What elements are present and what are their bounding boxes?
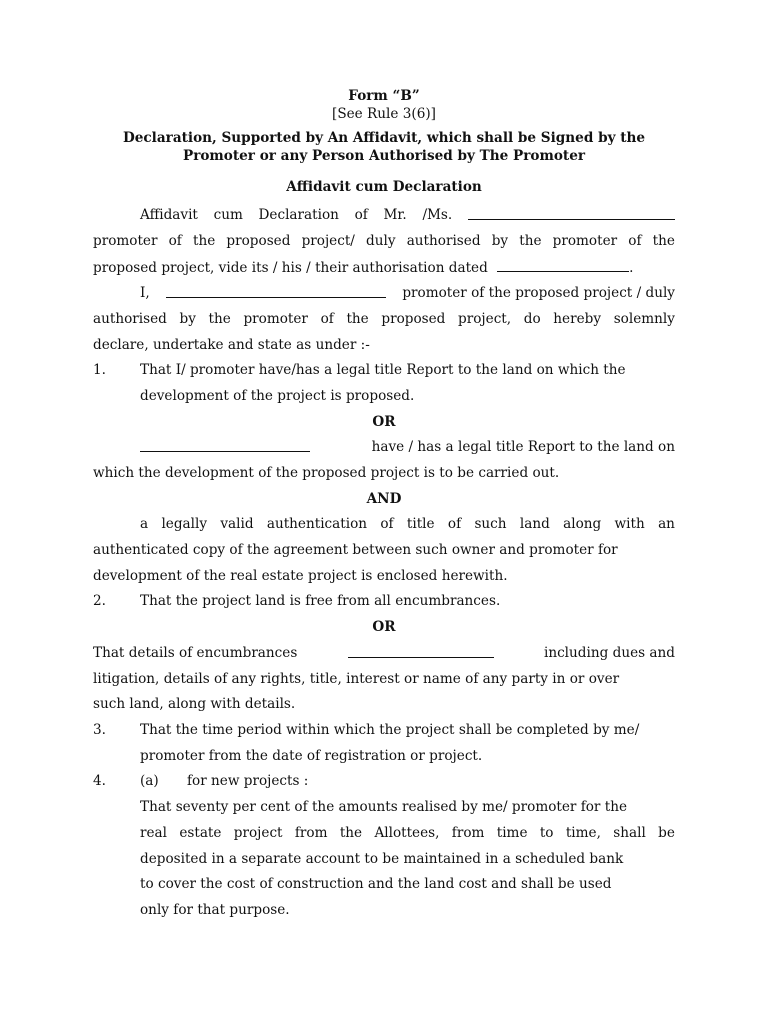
- declare-word: of: [320, 311, 334, 327]
- auth-word: valid: [220, 516, 254, 532]
- encumbrances-start: That details of encumbrances: [93, 645, 298, 661]
- encumbrances-line-3: such land, along with details.: [93, 696, 296, 712]
- encumbrances-end: including dues and: [543, 645, 675, 661]
- encumbrances-line-1: [93, 645, 675, 661]
- form-title: Form “B”: [348, 88, 420, 104]
- declare-word: do: [523, 311, 541, 327]
- authorisation-date-blank: [497, 259, 629, 272]
- sub-item-text: for new projects :: [187, 773, 309, 789]
- intro-word: Affidavit: [140, 207, 198, 223]
- intro-word: /Ms.: [422, 207, 453, 223]
- declare-word: project,: [458, 311, 512, 327]
- intro-word: cum: [213, 207, 243, 223]
- declare-word: authorised: [93, 311, 167, 327]
- auth-line-3: development of the real estate project is enclosed herewith.: [93, 568, 508, 584]
- promoter-name-blank: [468, 207, 675, 220]
- auth-word: an: [658, 516, 675, 532]
- declaration-heading-line-1: Declaration, Supported by An Affidavit, which shall be Signed by the: [122, 130, 646, 146]
- declare-start: I,: [140, 285, 150, 301]
- intro-word: the: [193, 233, 216, 249]
- auth-word: authentication: [266, 516, 368, 532]
- para-word: time,: [565, 825, 601, 841]
- declare-line-3: declare, undertake and state as under :-: [93, 337, 370, 353]
- para-word: project: [233, 825, 283, 841]
- auth-word: a: [140, 516, 149, 532]
- item-3: [93, 722, 675, 742]
- intro-word: of: [168, 233, 182, 249]
- auth-word: land: [519, 516, 550, 532]
- para-word: time: [496, 825, 528, 841]
- encumbrances-blank: [348, 645, 494, 658]
- and-separator: AND: [366, 491, 402, 507]
- para-word: shall: [613, 825, 646, 841]
- declare-line-1: [140, 285, 675, 301]
- para-word: real: [140, 825, 167, 841]
- or-separator: OR: [372, 619, 396, 635]
- item-2: [93, 593, 675, 613]
- intro-line-3: [93, 259, 633, 276]
- encumbrances-line-2: litigation, details of any rights, title, interest or name of any party in or over: [93, 671, 620, 687]
- para-word: to: [539, 825, 554, 841]
- item-4-para-line-5: only for that purpose.: [140, 902, 290, 918]
- intro-word: project/: [301, 233, 355, 249]
- alt-title-line-1: [140, 439, 675, 455]
- intro-word: by: [491, 233, 509, 249]
- intro-word: Declaration: [258, 207, 339, 223]
- intro-word: duly: [366, 233, 396, 249]
- declaration-heading-line-2: Promoter or any Person Authorised by The Promoter: [182, 148, 586, 164]
- item-4-para-line-1: That seventy per cent of the amounts realised by me/ promoter for the: [140, 799, 628, 815]
- auth-word: along: [563, 516, 602, 532]
- declare-word: the: [346, 311, 369, 327]
- declare-word: proposed: [381, 311, 446, 327]
- declare-rest: promoter of the proposed project / duly: [402, 285, 675, 301]
- item-number: 3.: [93, 722, 106, 738]
- item-text: That the project land is free from all encumbrances.: [140, 593, 501, 609]
- sub-item-label: (a): [140, 773, 159, 789]
- alt-title-line-2: which the development of the proposed project is to be carried out.: [93, 465, 560, 481]
- item-4: [93, 773, 675, 793]
- intro-word: of: [628, 233, 642, 249]
- auth-word: with: [614, 516, 645, 532]
- intro-line-2: [93, 233, 675, 249]
- intro-word: of: [354, 207, 368, 223]
- auth-word: such: [474, 516, 507, 532]
- intro-word: the: [652, 233, 675, 249]
- owner-name-blank: [140, 439, 310, 452]
- item-1-line-2: development of the project is proposed.: [140, 388, 415, 404]
- para-word: Allottees,: [374, 825, 440, 841]
- intro-word: proposed: [226, 233, 291, 249]
- intro-line-1: [140, 207, 675, 223]
- authorisation-text: proposed project, vide its / his / their authorisation dated: [93, 260, 488, 276]
- affidavit-subheading: Affidavit cum Declaration: [286, 179, 482, 195]
- item-number: 2.: [93, 593, 106, 609]
- declare-word: solemnly: [613, 311, 675, 327]
- declare-word: the: [208, 311, 231, 327]
- item-text: That the time period within which the project shall be completed by me/: [140, 722, 640, 738]
- item-text: That I/ promoter have/has a legal title Report to the land on which the: [140, 362, 626, 378]
- period: .: [629, 260, 634, 276]
- item-4-para-line-4: to cover the cost of construction and the land cost and shall be used: [140, 876, 612, 892]
- declare-word: promoter: [243, 311, 308, 327]
- declarant-name-blank: [166, 285, 386, 298]
- para-word: from: [294, 825, 328, 841]
- intro-word: promoter: [93, 233, 158, 249]
- auth-word: title: [406, 516, 435, 532]
- auth-line-2: authenticated copy of the agreement between such owner and promoter for: [93, 542, 618, 558]
- intro-word: promoter: [552, 233, 618, 249]
- alt-title-text: have / has a legal title Report to the land on: [371, 439, 675, 455]
- para-word: from: [451, 825, 485, 841]
- intro-word: Mr.: [383, 207, 407, 223]
- para-word: be: [658, 825, 675, 841]
- intro-word: authorised: [406, 233, 481, 249]
- intro-word: the: [519, 233, 542, 249]
- item-1: [93, 362, 675, 382]
- auth-word: of: [380, 516, 394, 532]
- declare-word: by: [179, 311, 196, 327]
- rule-reference: [See Rule 3(6)]: [332, 106, 436, 122]
- or-separator: OR: [372, 414, 396, 430]
- auth-word: of: [447, 516, 462, 532]
- para-word: the: [339, 825, 363, 841]
- declare-line-2: [93, 311, 675, 327]
- auth-line-1: [140, 516, 675, 532]
- para-word: estate: [179, 825, 222, 841]
- item-3-line-2: promoter from the date of registration or project.: [140, 748, 483, 764]
- item-number: 4.: [93, 773, 106, 789]
- item-number: 1.: [93, 362, 106, 378]
- declare-word: hereby: [553, 311, 602, 327]
- item-4-para-line-3: deposited in a separate account to be maintained in a scheduled bank: [140, 851, 624, 867]
- auth-word: legally: [161, 516, 208, 532]
- item-4-para-line-2: [140, 825, 675, 841]
